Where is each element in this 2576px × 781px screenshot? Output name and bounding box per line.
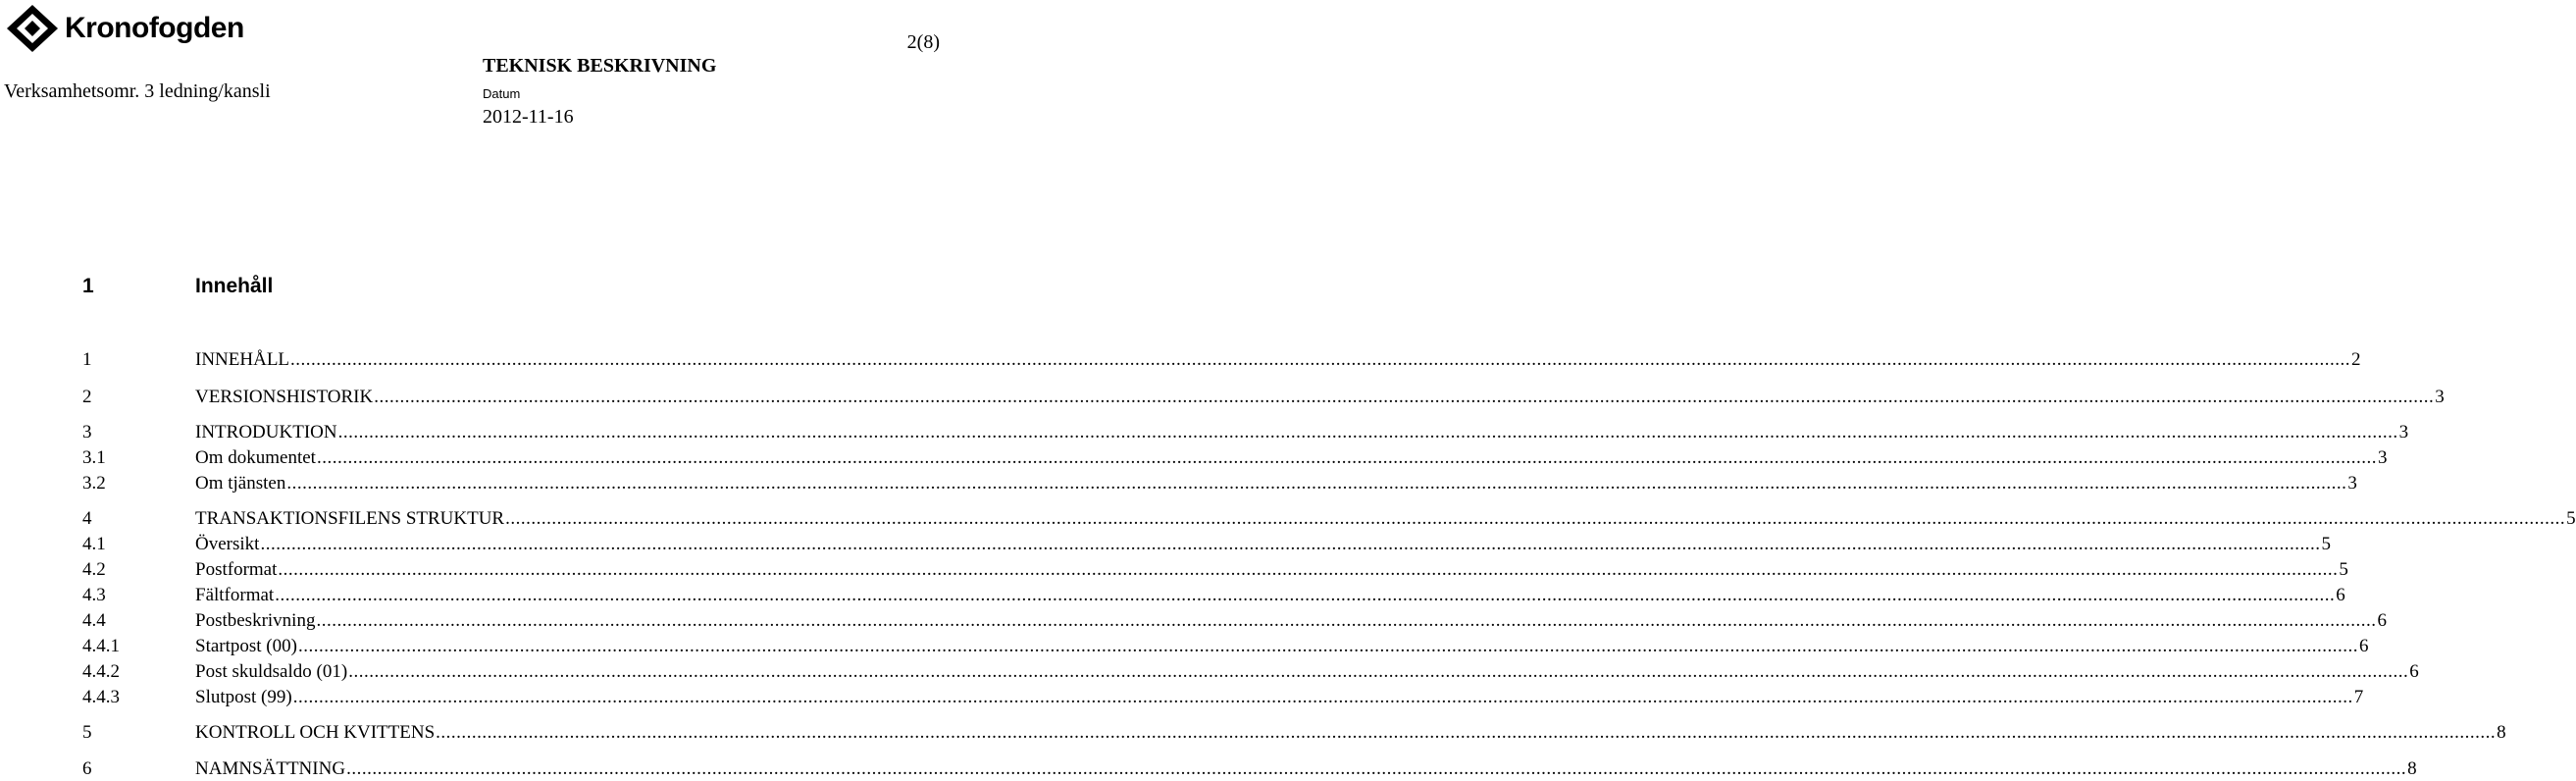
toc-title: Fältformat: [195, 585, 275, 605]
toc-number: 4: [82, 508, 92, 529]
toc-number: 4.1: [82, 534, 106, 554]
toc-page-number: 3: [2377, 447, 2388, 468]
toc-number: 4.4.3: [82, 687, 120, 707]
toc-entry[interactable]: [82, 558, 2348, 582]
kronofogden-diamond-icon: [6, 4, 59, 53]
toc-number: 4.3: [82, 585, 106, 605]
toc-entry[interactable]: [82, 721, 2506, 745]
toc-number: 4.2: [82, 559, 106, 580]
toc-title: Postbeskrivning: [195, 610, 316, 631]
toc-entry[interactable]: [82, 757, 2417, 781]
toc-page-number: 3: [2435, 387, 2445, 407]
toc-page-number: 8: [2407, 758, 2417, 779]
toc-number: 3.1: [82, 447, 106, 468]
toc-title: VERSIONSHISTORIK: [195, 387, 374, 407]
toc-title: KONTROLL OCH KVITTENS: [195, 722, 436, 743]
toc-dot-leader: ................................................................................................................................................................................................................................................................................................................................................................................................................: [505, 508, 2566, 529]
toc-entry[interactable]: [82, 348, 2361, 372]
toc-number: 4.4.2: [82, 661, 120, 682]
toc-number: 2: [82, 387, 92, 407]
toc-page-number: 5: [2339, 559, 2348, 580]
toc-dot-leader: ................................................................................................................................................................................................................................................................................................................................................................................................................: [275, 585, 2336, 605]
toc-page-number: 6: [2409, 661, 2419, 682]
toc-number: 3: [82, 422, 92, 443]
toc-title: Post skuldsaldo (01): [195, 661, 348, 682]
toc-entry[interactable]: [82, 635, 2369, 658]
toc-dot-leader: ................................................................................................................................................................................................................................................................................................................................................................................................................: [278, 559, 2339, 580]
toc-dot-leader: ................................................................................................................................................................................................................................................................................................................................................................................................................: [286, 473, 2347, 494]
toc-number: 4.4: [82, 610, 106, 631]
toc-page-number: 2: [2351, 349, 2361, 370]
toc-title: Slutpost (99): [195, 687, 292, 707]
toc-dot-leader: ................................................................................................................................................................................................................................................................................................................................................................................................................: [346, 758, 2407, 779]
date-value: 2012-11-16: [483, 106, 574, 128]
toc-page-number: 6: [2358, 636, 2369, 656]
toc-page-number: 7: [2353, 687, 2364, 707]
toc-dot-leader: ................................................................................................................................................................................................................................................................................................................................................................................................................: [316, 610, 2377, 631]
page-number: 2(8): [906, 31, 940, 53]
toc-entry[interactable]: [82, 421, 2409, 444]
toc-entry[interactable]: [82, 584, 2345, 607]
toc-dot-leader: ................................................................................................................................................................................................................................................................................................................................................................................................................: [436, 722, 2497, 743]
toc-page-number: 5: [2321, 534, 2331, 554]
date-label: Datum: [483, 86, 521, 101]
kronofogden-logo: [6, 4, 244, 53]
toc-page-number: 8: [2497, 722, 2506, 743]
toc-title: Om dokumentet: [195, 447, 316, 468]
toc-title: Startpost (00): [195, 636, 297, 656]
toc-entry[interactable]: [82, 386, 2445, 409]
toc-title: INTRODUKTION: [195, 422, 337, 443]
toc-page-number: 5: [2566, 508, 2576, 529]
toc-entry[interactable]: [82, 686, 2364, 709]
toc-page-number: 3: [2398, 422, 2409, 443]
section-heading: [82, 275, 273, 298]
toc-dot-leader: ................................................................................................................................................................................................................................................................................................................................................................................................................: [316, 447, 2377, 468]
toc-title: Översikt: [195, 534, 260, 554]
toc-entry[interactable]: [82, 609, 2387, 633]
toc-number: 3.2: [82, 473, 106, 494]
logo-text: Kronofogden: [65, 12, 244, 44]
toc-title: INNEHÅLL: [195, 349, 290, 370]
toc-dot-leader: ................................................................................................................................................................................................................................................................................................................................................................................................................: [297, 636, 2358, 656]
toc-dot-leader: ................................................................................................................................................................................................................................................................................................................................................................................................................: [374, 387, 2435, 407]
toc-number: 4.4.1: [82, 636, 120, 656]
toc-entry[interactable]: [82, 472, 2357, 495]
toc-dot-leader: ................................................................................................................................................................................................................................................................................................................................................................................................................: [290, 349, 2351, 370]
toc-title: NAMNSÄTTNING: [195, 758, 346, 779]
department: Verksamhetsomr. 3 ledning/kansli: [4, 80, 271, 102]
toc-number: 6: [82, 758, 92, 779]
toc-dot-leader: ................................................................................................................................................................................................................................................................................................................................................................................................................: [260, 534, 2321, 554]
toc-page-number: 6: [2377, 610, 2387, 631]
toc-dot-leader: ................................................................................................................................................................................................................................................................................................................................................................................................................: [292, 687, 2353, 707]
document-title: TEKNISK BESKRIVNING: [483, 55, 717, 77]
toc-number: 1: [82, 349, 92, 370]
toc-entry[interactable]: [82, 507, 2576, 531]
toc-title: Postformat: [195, 559, 278, 580]
toc-entry[interactable]: [82, 660, 2419, 684]
toc-number: 5: [82, 722, 92, 743]
toc-page-number: 6: [2336, 585, 2345, 605]
toc-title: TRANSAKTIONSFILENS STRUKTUR: [195, 508, 505, 529]
toc-dot-leader: ................................................................................................................................................................................................................................................................................................................................................................................................................: [337, 422, 2398, 443]
toc-entry[interactable]: [82, 446, 2388, 470]
heading-title: Innehåll: [195, 275, 274, 297]
toc-dot-leader: ................................................................................................................................................................................................................................................................................................................................................................................................................: [348, 661, 2409, 682]
heading-number: 1: [82, 275, 94, 297]
toc-entry[interactable]: [82, 533, 2331, 556]
toc-title: Om tjänsten: [195, 473, 286, 494]
toc-page-number: 3: [2347, 473, 2357, 494]
